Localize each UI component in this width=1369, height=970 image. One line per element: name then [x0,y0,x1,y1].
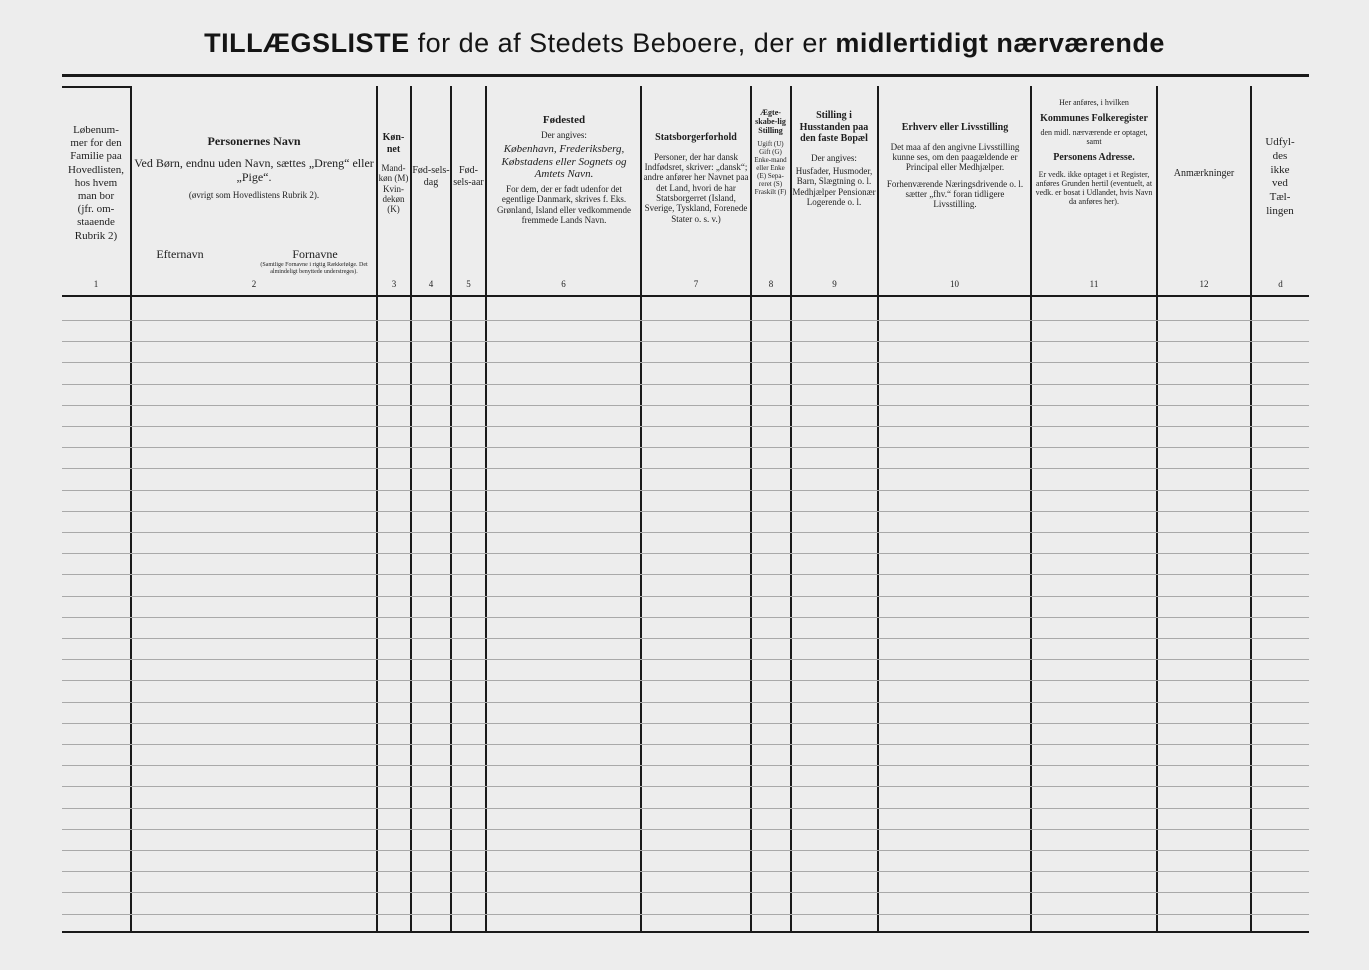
col8-heading: Ægte-skabe-lig Stilling [755,108,786,136]
col1-line: mer for den [70,137,122,150]
col1-line: Familie paa [70,150,122,163]
col-divider [750,86,752,932]
ruled-row-line [62,426,1309,427]
header-rule-left [62,86,130,88]
col-number: 10 [950,279,959,289]
ruled-row-line [62,468,1309,469]
top-rule [62,74,1309,77]
col-divider [410,86,412,932]
col6-heading: Fødested [542,114,586,126]
ruled-row-line [62,553,1309,554]
ruled-row-line [62,320,1309,321]
ruled-row-line [62,680,1309,681]
col9-sub: Der angives: [811,152,857,163]
col10-text: Det maa af den angivne Livsstilling kunne ses, om den paagældende er Principal eller Medhjælper. [890,141,1020,173]
ruled-row-line [62,723,1309,724]
col3-heading: Køn-net [382,132,405,155]
ruled-row-line [62,850,1309,851]
col12-heading: Anmærkninger [1173,168,1235,179]
col-number: 2 [251,279,257,289]
ruled-row-line [62,574,1309,575]
col10-heading: Erhverv eller Livsstilling [901,122,1009,133]
header-bottom-rule [62,295,1309,297]
ruled-row-line [62,914,1309,915]
col-divider [1156,86,1158,932]
col2-givennames-note: (Samtlige Fornavne i rigtig Rækkefølge. Det almindeligt benyttede understreges). [260,262,368,275]
col9-header [792,110,876,207]
col-divider [640,86,642,932]
col-number: 5 [466,279,471,289]
col-number: 1 [93,279,99,289]
col5-heading: Fød-sels-aar [453,165,484,188]
col2-header [134,135,374,201]
col1-line: Løbenum- [73,124,119,136]
col1-line: Rubrik 2) [74,229,118,242]
bottom-rule [62,931,1309,933]
ruled-row-line [62,765,1309,766]
col1-line: (jfr. om- [77,203,115,216]
col-divider [485,86,487,932]
ruled-row-line [62,447,1309,448]
ruled-row-line [62,490,1309,491]
title-part3: midlertidigt nærværende [835,28,1165,58]
ruled-row-line [62,617,1309,618]
col-number: 11 [1089,279,1099,289]
col10-header [884,122,1026,210]
form-title [0,28,1369,59]
col9-heading: Stilling i Husstanden paa den faste Bopæl [799,110,869,144]
col4-heading: Fød-sels-dag [412,165,450,188]
col1-line: hos hvem [74,176,118,189]
col-number: 7 [693,279,699,289]
ruled-row-line [62,892,1309,893]
col-divider [1030,86,1032,932]
ruled-row-line [62,744,1309,745]
ruled-row-line [62,362,1309,363]
ruled-row-line [62,596,1309,597]
col-number: d [1278,279,1283,289]
col11-heading2: Personens Adresse. [1053,152,1135,164]
col-number: 9 [832,279,837,289]
ruled-row-line [62,384,1309,385]
col-number: 8 [768,279,774,289]
col11-pre: Her anføres, i hvilken [1059,98,1129,107]
ruled-row-line [62,808,1309,809]
col2-note: (øvrigt som Hovedlistens Rubrik 2). [188,190,320,201]
col2-heading: Personernes Navn [207,135,301,148]
ruled-row-line [62,405,1309,406]
ruled-row-line [62,786,1309,787]
title-part1: TILLÆGSLISTE [204,28,410,58]
col11-note: Er vedk. ikke optaget i et Register, anføres Grunden hertil (eventuelt, at vedk. er bosat i Udlandet, hvis Navn da anføres her). [1035,169,1153,207]
col1-line: staaende [77,216,115,229]
cold-line: des [1272,149,1288,162]
col11-header [1034,98,1154,206]
col1-line: Hovedlisten, [68,163,124,176]
cold-header [1252,136,1308,219]
col6-text: København, Frederiksberg, Købstadens eller Sognets og Amtets Navn. [501,142,627,181]
ruled-row-line [62,829,1309,830]
cold-line: Tæl- [1269,191,1291,203]
col2-surname-label: Efternavn [156,248,204,261]
ruled-row-line [62,659,1309,660]
col-number: 12 [1199,279,1209,289]
cold-line: ved [1272,177,1288,190]
col-number: 3 [391,279,397,289]
col2-text: Ved Børn, endnu uden Navn, sættes „Dreng“ eller „Pige“. [134,155,374,184]
col6-note: For dem, der er født udenfor det egentlige Danmark, skrives f. Eks. Grønland, Island eller vedkommende fremmede Lands Navn. [497,183,631,225]
col1-header [62,124,130,243]
col-divider [877,86,879,932]
ruled-row-line [62,638,1309,639]
col11-heading: Kommunes Folkeregister [1040,113,1148,125]
ruled-row-line [62,702,1309,703]
col11-text: den midl. nærværende er optaget, samt [1040,127,1148,146]
ruled-row-line [62,532,1309,533]
cold-line: lingen [1266,204,1294,217]
col-divider [130,86,132,932]
cold-line: Udfyl- [1265,136,1295,148]
col-number: 6 [561,279,566,289]
col6-sub: Der angives: [541,129,587,140]
col7-text: Personer, der har dansk Indfødsret, skriver: „dansk“; andre anfører her Navnet paa det Land, hvori de har Statsborgerret (Island, Sverige, Tyskland, Forenede Stater o. s. v.) [643,151,749,224]
col10-note: Forhenværende Næringsdrivende o. l. sætter „fhv.“ foran tidligere Livsstilling. [886,178,1024,210]
cold-line: ikke [1270,163,1290,176]
col1-line: man bor [77,189,115,202]
ruled-row-line [62,511,1309,512]
col-divider [450,86,452,932]
title-part2: for de af Stedets Beboere, der er [417,28,828,58]
col9-text: Husfader, Husmoder, Barn, Slægtning o. l. Medhjælper Pensionær Logerende o. l. [792,165,876,207]
col7-header [643,132,749,224]
col2-givennames-label: Fornavne [292,248,338,261]
col-number: 4 [428,279,434,289]
col8-header [752,108,789,196]
col8-text: Ugift (U) Gift (G) Enke-mand eller Enke (E) Sepa-reret (S) Fraskilt (F) [754,139,787,196]
ruled-row-line [62,871,1309,872]
col3-text: Mand-køn (M) Kvin-dekøn (K) [378,163,409,215]
col6-header [490,114,638,225]
ruled-row-line [62,341,1309,342]
col3-header [377,132,410,215]
col7-heading: Statsborgerforhold [655,132,737,143]
col-divider [790,86,792,932]
